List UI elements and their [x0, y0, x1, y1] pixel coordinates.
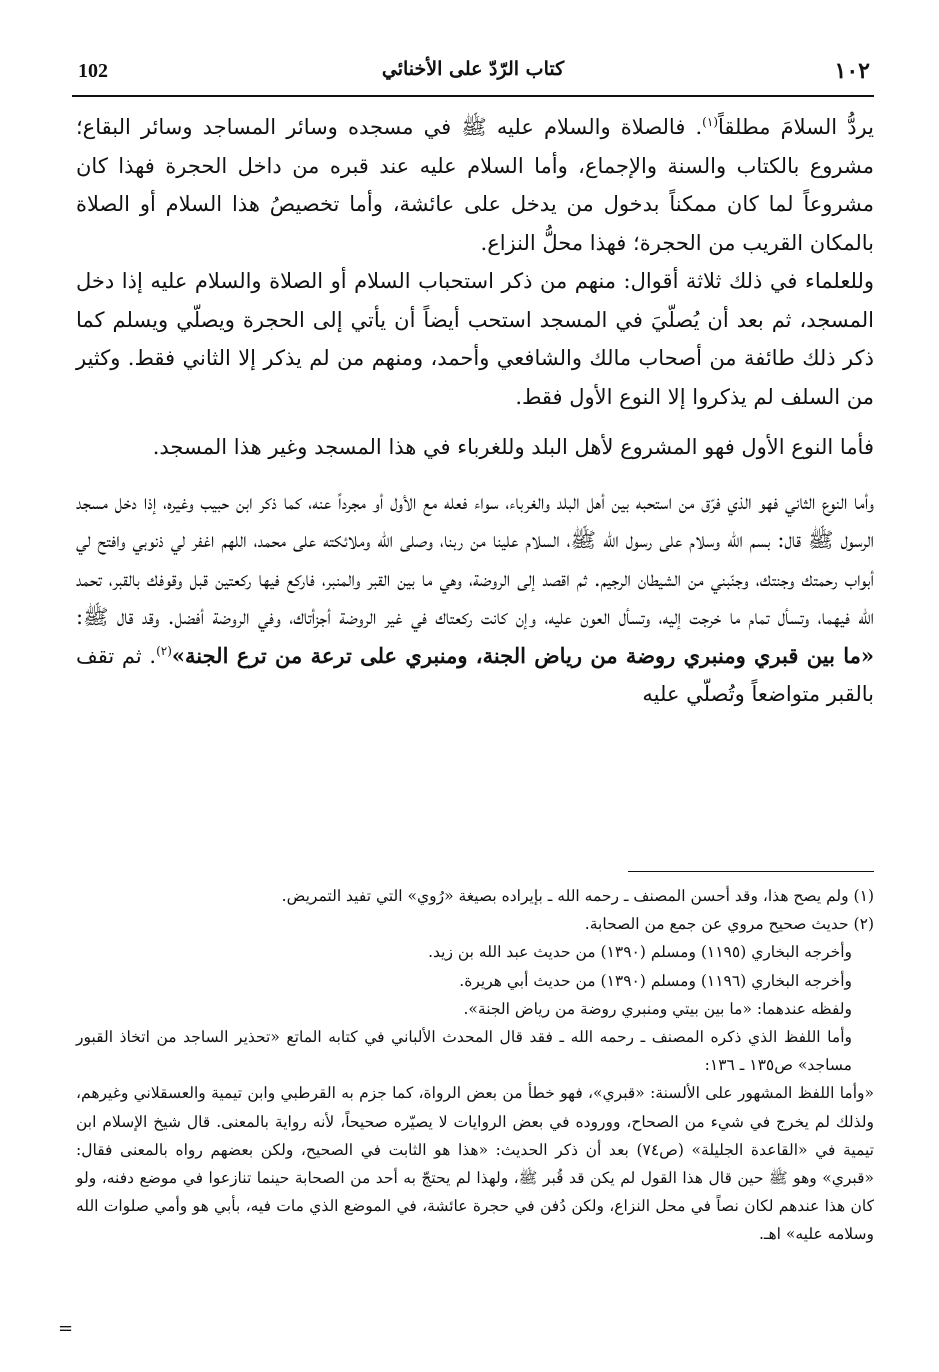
page-number-latin: 102 [78, 60, 108, 82]
continuation-mark: = [58, 1318, 74, 1339]
footnote-1: (١) ولم يصح هذا، وقد أحسن المصنف ـ رحمه الله ـ بإيراده بصيغة «رُوي» التي تفيد التمريض. [281, 887, 874, 905]
paragraph-1-start: يردُّ السلامَ مطلقاً [718, 115, 874, 139]
footnote-2-line: وأخرجه البخاري (١١٩٥) ومسلم (١٣٩٠) من حديث عبد الله بن زيد. [428, 943, 852, 962]
footnotes [76, 882, 874, 1249]
footnote-separator [628, 871, 874, 872]
paragraph-4-start: وأما النوع الثاني فهو الذي فرّق من استحبه بين أهل البلد والغرباء، سواء فعله مع الأول أو مجرداً عنه، كما ذكر ابن حبيب وغيره، إذا دخل مسجد الرسول ﷺ قال: بسم الله وسلام على رسول الله ﷺ، السلام علينا من ربنا، وصلى الله وملائكته على محمد، اللهم اغفر لي ذنوبي وافتح لي أبواب رحمتك وجنتك، وجنّبني من الشيطان الرجيم. ثم اقصد إلى الروضة، وهي ما بين القبر والمنبر، فاركع فيها ركعتين قبل وقوفك بالقبر، تحمد الله فيهما، وتسأل تمام ما خرجت إليه، وتسأل العون عليه، وإن كانت ركعتاك في غير الروضة أجزأتاك، وفي الروضة أفضل. وقد قال ﷺ: [76, 489, 874, 629]
paragraph-4 [76, 483, 874, 714]
header-rule [72, 95, 874, 97]
footnote-2-line: وأخرجه البخاري (١١٩٦) ومسلم (١٣٩٠) من حديث أبي هريرة. [459, 971, 852, 990]
hadith-quote: «ما بين قبري ومنبري روضة من رياض الجنة، ومنبري على ترعة من ترع الجنة» [171, 642, 874, 668]
footnote-2: (٢) حديث صحيح مروي عن جمع من الصحابة. [584, 915, 874, 934]
main-text [76, 108, 874, 714]
paragraph-1-rest: . فالصلاة والسلام عليه ﷺ في مسجده وسائر المساجد وسائر البقاع؛ مشروع بالكتاب والسنة والإجماع، وأما السلام عليه عند قبره من داخل الحجرة فهذا كان مشروعاً لما كان ممكناً بدخول من يدخل على عائشة، وأما تخصيصُ هذا السلام أو الصلاة بالمكان القريب من الحجرة؛ فهذا محلُّ النزاع. [76, 115, 874, 255]
paragraph-3: فأما النوع الأول فهو المشروع لأهل البلد وللغرباء في هذا المسجد وغير هذا المسجد. [152, 435, 874, 459]
paragraph-2: وللعلماء في ذلك ثلاثة أقوال: منهم من ذكر استحباب السلام أو الصلاة والسلام عليه إذا دخل المسجد، ثم بعد أن يُصلّيَ في المسجد استحب أيضاً أن يأتي إلى الحجرة ويصلّي ويسلم كما ذكر ذلك طائفة من أصحاب مالك والشافعي وأحمد، ومنهم من لم يذكر إلا الثاني فقط. وكثير من السلف لم يذكروا إلا النوع الأول فقط. [76, 269, 874, 409]
footnote-2-line: ولفظه عندهما: «ما بين بيتي ومنبري روضة من رياض الجنة». [463, 999, 852, 1018]
paragraph-4-rest: . ثم تقف بالقبر متواضعاً وتُصلّي عليه [76, 643, 874, 706]
page-number-arabic: ١٠٢ [834, 58, 870, 84]
footnote-ref-1: (١) [702, 115, 718, 129]
footnote-2-line: وأما اللفظ الذي ذكره المصنف ـ رحمه الله ـ فقد قال المحدث الألباني في كتابه الماتع «تحذير الساجد من اتخاذ القبور مساجد» ص١٣٥ ـ ١٣٦: [76, 1028, 852, 1075]
running-title: كتاب الرّدّ على الأخنائي [381, 58, 565, 80]
page-header [72, 56, 874, 94]
paragraph-1 [76, 108, 874, 262]
footnote-2-quote: «وأما اللفظ المشهور على الألسنة: «قبري»، فهو خطأ من بعض الرواة، كما جزم به القرطبي وابن تيمية والعسقلاني وغيرهم، ولذلك لم يخرج في شيء من الصحاح، ووروده في بعض الروايات لا يصيّره صحيحاً، لأنه رواية بالمعنى. قال شيخ الإسلام ابن تيمية في «القاعدة الجليلة» (ص٧٤) بعد أن ذكر الحديث: «هذا هو الثابت في الصحيح، ولكن بعضهم رواه بالمعنى فقال: «قبري» وهو ﷺ حين قال هذا القول لم يكن قد قُبر ﷺ، ولهذا لم يحتجّ به أحد من الصحابة حينما تنازعوا في موضع دفنه، ولو كان هذا عندهم لكان نصاً في محل النزاع، ولكن دُفن في حجرة عائشة، في الموضع الذي مات فيه، بأبي هو وأمي صلوات الله وسلامه عليه» اهـ. [76, 1084, 874, 1244]
footnote-ref-2: (٢) [156, 643, 172, 658]
